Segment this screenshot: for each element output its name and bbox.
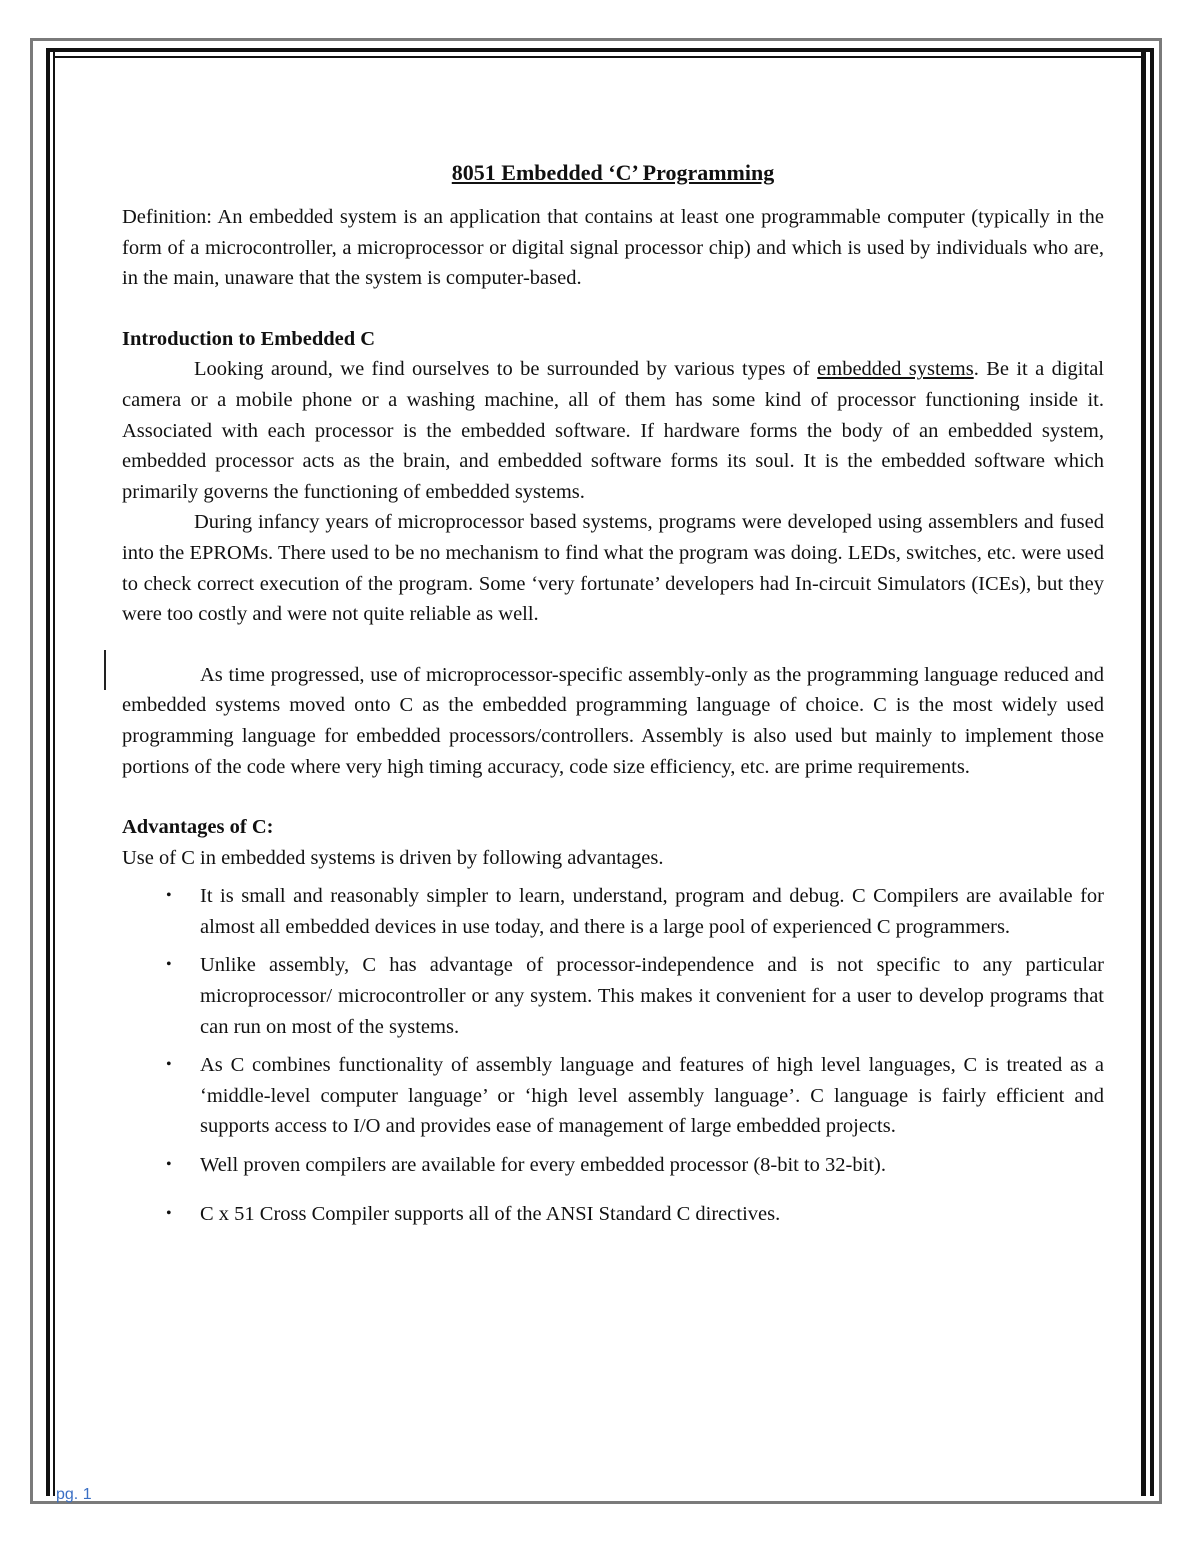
- page-border-right-thin: [1150, 48, 1154, 1496]
- advantages-intro: Use of C in embedded systems is driven by following advantages.: [122, 846, 664, 869]
- document-body: [122, 158, 1104, 1237]
- page-border-left-thin: [53, 48, 55, 1496]
- document-title: 8051 Embedded ‘C’ Programming: [451, 160, 775, 185]
- bullet-icon: •: [166, 887, 172, 905]
- bullet-icon: •: [166, 956, 172, 974]
- list-item: • Unlike assembly, C has advantage of processor-independence and is not specific to any particular microprocessor/ microcontroller or any system. This makes it convenient for a user to develop programs that can run on most of the systems.: [122, 950, 1104, 1042]
- list-item: • Well proven compilers are available for every embedded processor (8-bit to 32-bit).: [122, 1150, 1104, 1181]
- intro-heading: Introduction to Embedded C: [122, 327, 376, 350]
- bullet-icon: •: [166, 1056, 172, 1074]
- list-item: • It is small and reasonably simpler to learn, understand, program and debug. C Compilers are available for almost all embedded devices in use today, and there is a large pool of experienced C programmers.: [122, 881, 1104, 942]
- page-border-left-thick: [46, 48, 50, 1496]
- intro-p1-text-b: . Be it a digital camera or a mobile phone or a washing machine, all of them has some kind of processor functioning inside it. Associated with each processor is the embedded software. If hardware forms the body of an embedded system, embedded processor acts as the brain, and embedded software forms its soul. It is the embedded software which primarily governs the functioning of embedded systems.: [122, 358, 1104, 503]
- bullet-icon: •: [166, 1204, 172, 1222]
- advantages-heading: Advantages of C:: [122, 816, 274, 839]
- text-cursor: [104, 650, 106, 690]
- intro-paragraph-3: As time progressed, use of microprocessor-specific assembly-only as the programming language reduced and embedded systems moved onto C as the embedded programming language of choice. C is the most widely used programming language for embedded processors/controllers. Assembly is also used but mainly to implement those portions of the code where very high timing accuracy, code size efficiency, etc. are prime requirements.: [122, 663, 1104, 778]
- bullet-icon: •: [166, 1156, 172, 1174]
- intro-paragraph-1: [122, 354, 1104, 507]
- definition-paragraph: Definition: An embedded system is an application that contains at least one programmable computer (typically in the form of a microcontroller, a microprocessor or digital signal processor chip) and which is used by individuals who are, in the main, unaware that the system is computer-based.: [122, 206, 1104, 290]
- advantages-list: [122, 881, 1104, 1229]
- embedded-systems-link[interactable]: embedded systems: [817, 358, 974, 381]
- page-number: pg. 1: [56, 1486, 92, 1503]
- intro-paragraph-2: During infancy years of microprocessor based systems, programs were developed using assemblers and fused into the EPROMs. There used to be no mechanism to find what the program was doing. LEDs, switches, etc. were used to check correct execution of the program. Some ‘very fortunate’ developers had In-circuit Simulators (ICEs), but they were too costly and were not quite reliable as well.: [122, 511, 1104, 626]
- page-border-top-thin: [53, 56, 1143, 58]
- list-item: • As C combines functionality of assembly language and features of high level languages, C is treated as a ‘middle-level computer language’ or ‘high level assembly language’. C language is fairly efficient and supports access to I/O and provides ease of management of large embedded projects.: [122, 1050, 1104, 1142]
- page-border-right-thick: [1141, 48, 1146, 1496]
- page-border-top-thick: [46, 48, 1154, 52]
- intro-p1-text-a: Looking around, we find ourselves to be surrounded by various types of: [194, 358, 818, 381]
- list-item: • C x 51 Cross Compiler supports all of the ANSI Standard C directives.: [122, 1199, 1104, 1230]
